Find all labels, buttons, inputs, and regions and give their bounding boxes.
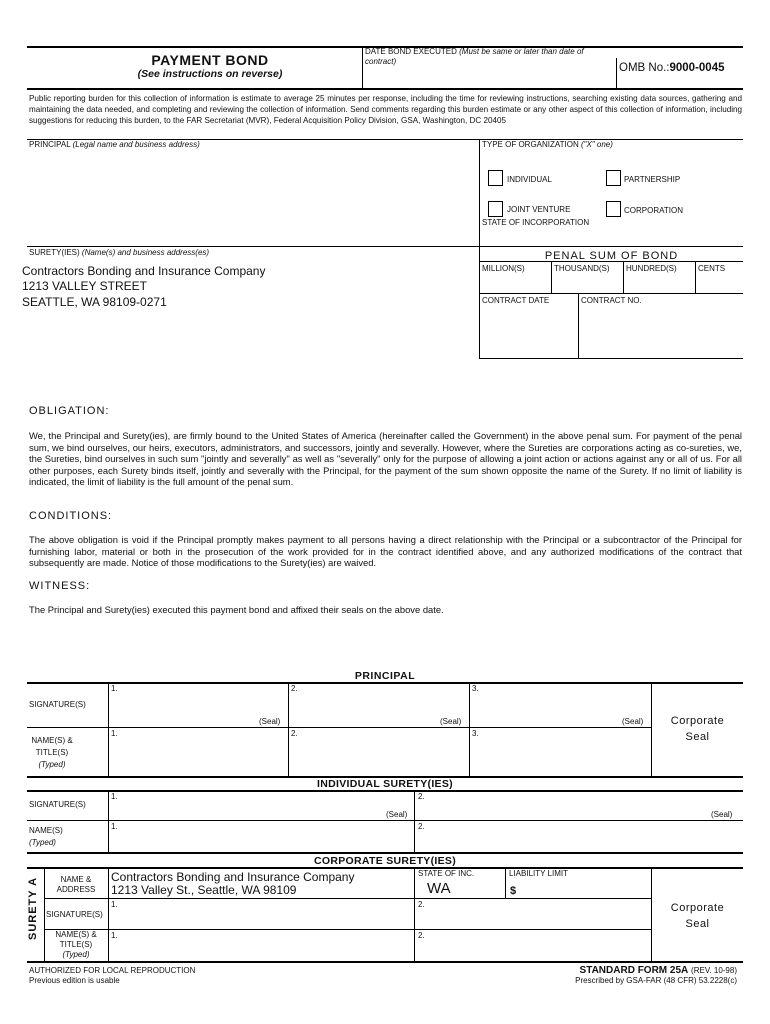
principal-signature-3[interactable] — [471, 695, 647, 715]
individual-sig-number-2: 2. — [418, 792, 425, 801]
form-revision: (REV. 10-98) — [691, 966, 737, 975]
state-of-incorporation-label: STATE OF INCORPORATION — [482, 218, 590, 227]
principal-seal-1: (Seal) — [259, 717, 281, 726]
names-label-line-1: NAME(S) & — [31, 736, 73, 745]
previous-edition-note: Previous edition is usable — [29, 976, 120, 985]
organization-note: ("X" one) — [580, 140, 613, 149]
individual-name-number-2: 2. — [418, 822, 425, 831]
instructions-note: (See instructions on reverse) — [137, 68, 283, 80]
state-of-inc-value: WA — [427, 880, 451, 897]
principal-name-number-3: 3. — [472, 729, 479, 738]
omb-number — [619, 62, 724, 74]
individual-names-label-line-1: NAME(S) — [29, 826, 63, 835]
form-name: STANDARD FORM 25A — [579, 965, 689, 976]
conditions-text: The above obligation is void if the Principal promptly makes payment to all persons having a direct relationship with the Principal or a subcontractor of the Principal for furnishing labor, material or both in the prosecution of the work provided for in the contract identified above, and any authorized modifications of the contract that subsequently are made. Notice of those modifications to the Surety(ies) are waived. — [29, 534, 742, 568]
individual-name-number-1: 1. — [111, 822, 118, 831]
surety-city: SEATTLE, WA 98109-0271 — [22, 295, 167, 309]
name-address-label — [46, 875, 106, 895]
individual-names-label-line-2: (Typed) — [29, 838, 56, 847]
sureties-label: SURETY(IES) — [29, 248, 80, 257]
individual-sig-number-1: 1. — [111, 792, 118, 801]
corporation-checkbox[interactable] — [606, 201, 621, 217]
principal-name-number-2: 2. — [291, 729, 298, 738]
organization-label-text: TYPE OF ORGANIZATION — [482, 140, 579, 149]
name-address-label-line-2: ADDRESS — [56, 885, 96, 894]
names-label-line-2: TITLE(S) — [35, 748, 69, 757]
corporate-seal-line-1: Corporate — [670, 715, 725, 727]
state-of-inc-label: STATE OF INC. — [418, 869, 475, 878]
principal-name-number-1: 1. — [111, 729, 118, 738]
burden-statement: Public reporting burden for this collection of information is estimate to average 25 minutes per response, including the time for reviewing instructions, searching existing data sources, gathering and maintaining the data needed, and completing and reviewing the collection of information. Send comments regarding this burden estimate or any other aspect of this collection of information, including suggestions for reducing this burden, to the FAR Secretariat (MVR), Federal Acquisition Policy Division, GSA, Washington, DC 20405 — [29, 94, 742, 125]
joint-venture-checkbox[interactable] — [488, 201, 503, 217]
partnership-checkbox[interactable] — [606, 170, 621, 186]
corporate-names-label-line-1: NAME(S) & — [55, 930, 97, 939]
omb-value: 9000-0045 — [669, 62, 725, 74]
corporate-signature-label: SIGNATURE(S) — [46, 910, 103, 919]
prescribed-note: Prescribed by GSA-FAR (48 CFR) 53.2228(c) — [575, 976, 737, 985]
contract-no-input[interactable] — [580, 310, 742, 356]
date-executed-field[interactable] — [365, 47, 615, 67]
obligation-heading: OBLIGATION: — [29, 405, 110, 417]
principal-sig-number-1: 1. — [111, 684, 118, 693]
partnership-option-label: PARTNERSHIP — [624, 175, 681, 184]
names-label-line-3: (Typed) — [38, 760, 66, 769]
corporate-names-label-line-3: (Typed) — [62, 950, 90, 959]
penal-sum-title: PENAL SUM OF BOND — [544, 250, 679, 262]
principal-name-2[interactable] — [290, 740, 466, 774]
principal-sig-number-2: 2. — [291, 684, 298, 693]
contract-no-label: CONTRACT NO. — [581, 296, 642, 305]
penal-sum-cents-label: CENTS — [698, 264, 726, 273]
witness-heading: WITNESS: — [29, 580, 91, 592]
corporate-signature-2[interactable] — [416, 910, 649, 928]
reproduction-note: AUTHORIZED FOR LOCAL REPRODUCTION — [29, 966, 196, 975]
principal-signature-2[interactable] — [290, 695, 466, 715]
individual-name-1[interactable] — [110, 832, 412, 850]
liability-limit-label: LIABILITY LIMIT — [509, 869, 568, 878]
witness-text: The Principal and Surety(ies) executed this payment bond and affixed their seals on the above date. — [29, 604, 444, 615]
conditions-heading: CONDITIONS: — [29, 510, 113, 522]
liability-limit-value[interactable]: $ — [510, 885, 517, 897]
contract-date-label: CONTRACT DATE — [482, 296, 550, 305]
corporate-name-1[interactable] — [110, 940, 412, 959]
principal-name-1[interactable] — [110, 740, 286, 774]
corporate-names-label-line-2: TITLE(S) — [59, 940, 93, 949]
principal-corporate-seal — [652, 713, 743, 745]
state-of-incorporation-input[interactable] — [481, 230, 741, 246]
penal-sum-million-label: MILLION(S) — [482, 264, 525, 273]
omb-label: OMB No.: — [619, 62, 670, 74]
individual-signature-2[interactable] — [416, 802, 742, 818]
principal-seal-2: (Seal) — [440, 717, 462, 726]
principal-names-label — [22, 735, 82, 771]
corporate-surety-address: 1213 Valley St., Seattle, WA 98109 — [111, 883, 297, 897]
principal-sig-number-3: 3. — [472, 684, 479, 693]
corporate-sig-number-1: 1. — [111, 900, 118, 909]
principal-signature-1[interactable] — [110, 695, 286, 715]
principal-seal-3: (Seal) — [622, 717, 644, 726]
surety-a-side-label: SURETY A — [27, 876, 39, 940]
individual-name-2[interactable] — [416, 832, 742, 850]
corporate-surety-seal-line-2: Seal — [685, 918, 710, 930]
corporate-surety-seal-line-1: Corporate — [670, 902, 725, 914]
surety-street: 1213 VALLEY STREET — [22, 279, 147, 293]
principal-signature-label: SIGNATURE(S) — [29, 700, 86, 709]
individual-checkbox[interactable] — [488, 170, 503, 186]
individual-option-label: INDIVIDUAL — [507, 175, 552, 184]
name-address-label-line-1: NAME & — [60, 875, 92, 884]
corporation-option-label: CORPORATION — [624, 206, 683, 215]
individual-signature-label: SIGNATURE(S) — [29, 800, 86, 809]
surety-name: Contractors Bonding and Insurance Company — [22, 264, 266, 278]
principal-label: PRINCIPAL — [29, 140, 71, 149]
corporate-surety-seal — [652, 900, 743, 932]
penal-sum-thousand-label: THOUSAND(S) — [554, 264, 610, 273]
form-identifier — [440, 965, 737, 976]
date-executed-note: (Must be same or later than date of contract) — [365, 47, 584, 66]
individual-signature-1[interactable] — [110, 802, 412, 818]
corporate-table-title: CORPORATE SURETY(IES) — [313, 855, 457, 867]
individual-table-title: INDIVIDUAL SURETY(IES) — [317, 778, 453, 790]
penal-sum-input[interactable] — [480, 275, 742, 292]
organization-label — [482, 140, 613, 150]
form-title: PAYMENT BOND — [151, 52, 269, 68]
principal-note: (Legal name and business address) — [72, 140, 200, 149]
sureties-field-label — [29, 248, 209, 258]
corporate-name-number-2: 2. — [418, 931, 425, 940]
date-executed-label: DATE BOND EXECUTED — [365, 47, 457, 56]
individual-names-label — [29, 825, 63, 849]
individual-seal-1: (Seal) — [386, 810, 408, 819]
obligation-text: We, the Principal and Surety(ies), are firmly bound to the United States of America (hereinafter called the Government) in the above penal sum. For payment of the penal sum, we bind ourselves, our heirs, executors, administrators, and successors, jointly and severally. However, where the Sureties are corporations acting as co-sureties, we, the Sureties, bind ourselves in such sum "jointly and severally" as well as "severally" only for the purpose of allowing a joint action or actions against any or all of us. For all other purposes, each Surety binds itself, jointly and severally with the Principal, for the payment of the sum shown opposite the name of the Surety. If no limit of liability is indicated, the limit of liability is the full amount of the penal sum. — [29, 430, 742, 487]
corporate-name-number-1: 1. — [111, 931, 118, 940]
corporate-surety-name: Contractors Bonding and Insurance Company — [111, 870, 355, 884]
principal-input[interactable] — [28, 152, 478, 246]
penal-sum-hundred-label: HUNDRED(S) — [626, 264, 677, 273]
principal-field-label — [29, 140, 200, 150]
corporate-sig-number-2: 2. — [418, 900, 425, 909]
principal-name-3[interactable] — [471, 740, 647, 774]
principal-table-title: PRINCIPAL — [354, 670, 416, 682]
individual-seal-2: (Seal) — [711, 810, 733, 819]
corporate-seal-line-2: Seal — [685, 731, 710, 743]
corporate-signature-1[interactable] — [110, 910, 412, 928]
sureties-note: (Name(s) and business address(es) — [81, 248, 210, 257]
joint-venture-option-label: JOINT VENTURE — [507, 205, 571, 214]
corporate-names-label — [46, 930, 106, 960]
corporate-name-2[interactable] — [416, 940, 649, 959]
contract-date-input[interactable] — [480, 310, 577, 356]
